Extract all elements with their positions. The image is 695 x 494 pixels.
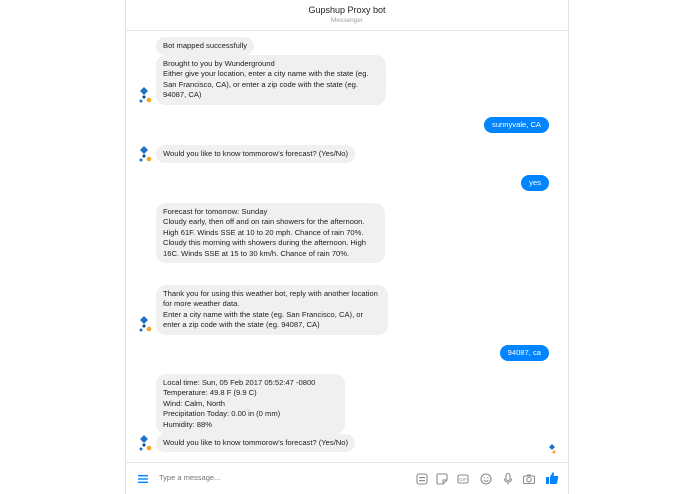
- bot-message: Would you like to know tommorow's forecast? (Yes/No): [156, 434, 355, 452]
- bot-message: Would you like to know tommorow's forecast? (Yes/No): [156, 145, 355, 163]
- sticker-icon[interactable]: [435, 472, 449, 486]
- message-input[interactable]: [159, 473, 339, 482]
- user-message: yes: [521, 175, 549, 191]
- bot-message: Thank you for using this weather bot, reply with another location for more weather data. Enter a city name with the state (eg. San Francisco, CA), or enter a zip code with the state (eg. 94087, CA): [156, 285, 388, 335]
- microphone-icon[interactable]: [501, 472, 515, 486]
- svg-text:GIF: GIF: [459, 477, 467, 482]
- bot-message: Forecast for tomorrow: Sunday Cloudy early, then off and on rain showers for the afternoon. High 61F. Winds SSE at 10 to 20 mph. Chance of rain 70%. Cloudy this morning with showers during the afternoon. High 16C. Winds SSE at 15 to 30 km/h. Chance of rain 70%.: [156, 203, 385, 263]
- messenger-window: [125, 0, 569, 494]
- like-icon[interactable]: [544, 470, 560, 486]
- user-message: 94087, ca: [500, 345, 549, 361]
- chat-title[interactable]: Gupshup Proxy bot: [308, 5, 386, 15]
- read-receipt-icon: [548, 444, 556, 454]
- bot-avatar-icon: [137, 145, 153, 163]
- bot-avatar-icon: [137, 86, 153, 104]
- gif-icon[interactable]: [456, 472, 470, 486]
- bot-message: Brought to you by Wunderground Either give your location, enter a city name with the state (eg. San Francisco, CA), or enter a zip code with the state (eg. 94087, CA): [156, 55, 386, 105]
- bot-avatar-icon: [137, 434, 153, 452]
- message-composer: [126, 462, 568, 494]
- chat-header: [126, 0, 568, 31]
- user-message: sunnyvale, CA: [484, 117, 549, 133]
- bot-message: Bot mapped successfully: [156, 37, 254, 55]
- bot-avatar-icon: [137, 315, 153, 333]
- bot-message: Local time: Sun, 05 Feb 2017 05:52:47 -0800 Temperature: 49.8 F (9.9 C) Wind: Calm, North Precipitation Today: 0.00 in (0 mm) Humidity: 88%: [156, 374, 345, 434]
- chat-subtitle: Messenger: [330, 17, 364, 24]
- gif-icon[interactable]: [415, 472, 429, 486]
- emoji-icon[interactable]: [479, 472, 493, 486]
- camera-icon[interactable]: [522, 472, 536, 486]
- menu-icon[interactable]: [136, 472, 150, 486]
